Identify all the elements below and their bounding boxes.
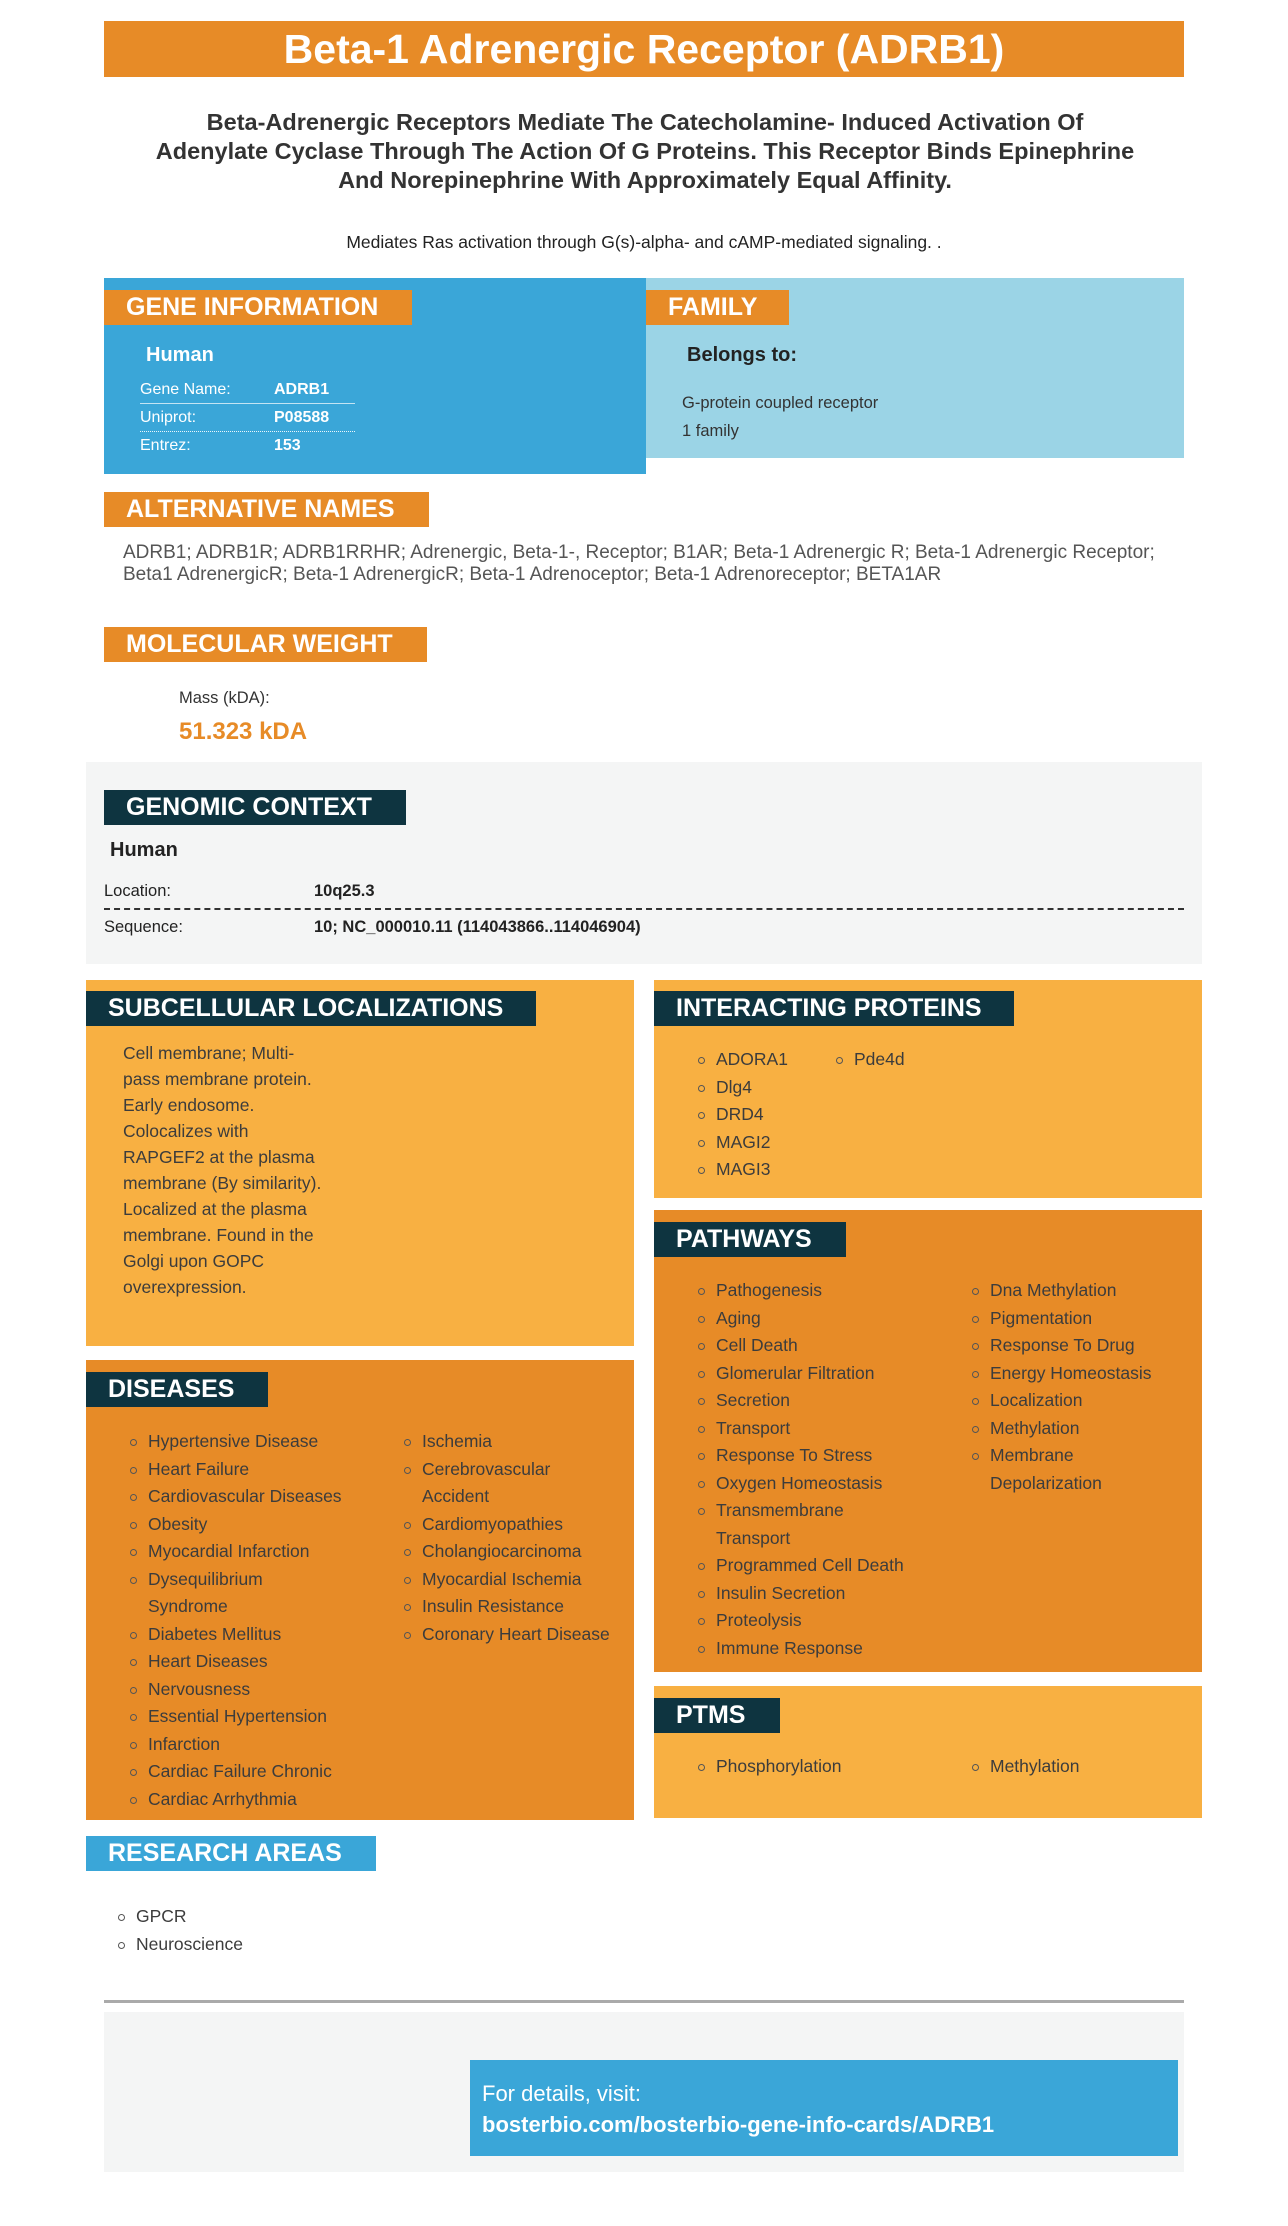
research-list: [116, 1903, 243, 1958]
list-item: Secretion: [696, 1387, 936, 1415]
gene-info-row: [140, 404, 355, 432]
entrez-label: Entrez:: [140, 436, 191, 454]
list-item: Cerebrovascular Accident: [402, 1456, 572, 1511]
subcellular-line: Cell membrane; Multi-: [123, 1043, 295, 1063]
diseases-heading: DISEASES: [86, 1372, 268, 1407]
list-item: Myocardial Infarction: [128, 1538, 368, 1566]
page-title: Beta-1 Adrenergic Receptor (ADRB1): [283, 26, 1005, 72]
list-item: Response To Drug: [970, 1332, 1180, 1360]
subcellular-line: membrane (By similarity).: [123, 1173, 322, 1193]
family-heading: FAMILY: [646, 290, 789, 325]
ptms-list-2: [970, 1753, 1080, 1781]
list-item: Cholangiocarcinoma: [402, 1538, 617, 1566]
summary-text: Mediates Ras activation through G(s)-alpha- and cAMP-mediated signaling. .: [346, 232, 942, 252]
subcellular-line: Early endosome.: [123, 1095, 255, 1115]
list-item: MAGI2: [696, 1129, 788, 1157]
genomic-species: Human: [110, 839, 178, 861]
location-value: 10q25.3: [314, 881, 375, 900]
list-item: Heart Diseases: [128, 1648, 368, 1676]
subcellular-line: pass membrane protein.: [123, 1069, 312, 1089]
location-label: Location:: [104, 881, 171, 900]
list-item: Insulin Resistance: [402, 1593, 617, 1621]
subcellular-text: [123, 1040, 321, 1300]
gene-info-species: Human: [146, 344, 214, 366]
list-item: Cell Death: [696, 1332, 936, 1360]
list-item: Oxygen Homeostasis: [696, 1470, 936, 1498]
footer-link[interactable]: bosterbio.com/bosterbio-gene-info-cards/ADRB1: [482, 2112, 995, 2137]
sequence-row: [104, 910, 1184, 944]
ptms-list-1: [696, 1753, 842, 1781]
subcellular-line: Colocalizes with: [123, 1121, 249, 1141]
list-item: GPCR: [116, 1903, 243, 1931]
list-item: Glomerular Filtration: [696, 1360, 936, 1388]
pathways-heading: PATHWAYS: [654, 1222, 846, 1257]
pathways-list-2: [970, 1277, 1180, 1497]
footer-link-box[interactable]: [470, 2060, 1178, 2156]
list-item: Cardiomyopathies: [402, 1511, 617, 1539]
list-item: Pathogenesis: [696, 1277, 936, 1305]
uniprot-label: Uniprot:: [140, 408, 197, 426]
title-bar: [104, 21, 1184, 77]
alt-names-text: ADRB1; ADRB1R; ADRB1RRHR; Adrenergic, Beta-1-, Receptor; B1AR; Beta-1 Adrenergic R; Beta-1 Adrenergic Receptor; Beta1 AdrenergicR; Beta-1 AdrenergicR; Beta-1 Adrenoceptor; Beta-1 Adrenoreceptor; BETA1AR: [123, 542, 1155, 585]
family-belongs-label: Belongs to:: [687, 344, 797, 366]
list-item: Dna Methylation: [970, 1277, 1180, 1305]
research-heading: RESEARCH AREAS: [86, 1836, 376, 1871]
list-item: Diabetes Mellitus: [128, 1621, 368, 1649]
mol-weight-heading: MOLECULAR WEIGHT: [104, 627, 427, 662]
list-item: Essential Hypertension: [128, 1703, 368, 1731]
list-item: Nervousness: [128, 1676, 368, 1704]
list-item: Programmed Cell Death: [696, 1552, 936, 1580]
list-item: Insulin Secretion: [696, 1580, 936, 1608]
interacting-heading: INTERACTING PROTEINS: [654, 991, 1014, 1026]
diseases-list-2: [402, 1428, 617, 1648]
subcellular-line: Localized at the plasma: [123, 1199, 307, 1219]
list-item: Response To Stress: [696, 1442, 936, 1470]
uniprot-value: P08588: [274, 408, 330, 426]
gene-name-value: ADRB1: [274, 380, 330, 398]
list-item: Cardiac Failure Chronic: [128, 1758, 368, 1786]
list-item: Methylation: [970, 1415, 1180, 1443]
list-item: Coronary Heart Disease: [402, 1621, 617, 1649]
sequence-value: 10; NC_000010.11 (114043866..114046904): [314, 917, 641, 936]
entrez-value: 153: [274, 436, 301, 454]
gene-info-table: [140, 376, 355, 459]
list-item: Aging: [696, 1305, 936, 1333]
list-item: ADORA1: [696, 1046, 788, 1074]
list-item: Transmembrane Transport: [696, 1497, 866, 1552]
list-item: DRD4: [696, 1101, 788, 1129]
footer-divider: [104, 2000, 1184, 2003]
list-item: Dysequilibrium Syndrome: [128, 1566, 298, 1621]
subcellular-line: membrane. Found in the: [123, 1225, 314, 1245]
list-item: Dlg4: [696, 1074, 788, 1102]
list-item: Energy Homeostasis: [970, 1360, 1180, 1388]
mass-label: Mass (kDA):: [179, 689, 270, 707]
list-item: Cardiac Arrhythmia: [128, 1786, 368, 1814]
family-line-2: 1 family: [682, 422, 739, 440]
gene-info-row: [140, 376, 355, 404]
list-item: Methylation: [970, 1753, 1080, 1781]
gene-name-label: Gene Name:: [140, 380, 231, 398]
list-item: Ischemia: [402, 1428, 617, 1456]
interacting-list-1: [696, 1046, 788, 1184]
list-item: Cardiovascular Diseases: [128, 1483, 368, 1511]
subcellular-heading: SUBCELLULAR LOCALIZATIONS: [86, 991, 536, 1026]
subcellular-line: RAPGEF2 at the plasma: [123, 1147, 315, 1167]
list-item: Infarction: [128, 1731, 368, 1759]
list-item: Immune Response: [696, 1635, 936, 1663]
list-item: Pigmentation: [970, 1305, 1180, 1333]
mass-value: 51.323 kDA: [179, 718, 308, 745]
family-line-1: G-protein coupled receptor: [682, 394, 879, 412]
pathways-list-1: [696, 1277, 936, 1662]
list-item: Myocardial Ischemia: [402, 1566, 617, 1594]
gene-info-row: [140, 432, 355, 459]
list-item: Membrane Depolarization: [970, 1442, 1120, 1497]
gene-info-heading: GENE INFORMATION: [104, 290, 412, 325]
list-item: Hypertensive Disease: [128, 1428, 368, 1456]
list-item: Proteolysis: [696, 1607, 936, 1635]
sequence-label: Sequence:: [104, 917, 183, 936]
list-item: Neuroscience: [116, 1931, 243, 1959]
alt-names-heading: ALTERNATIVE NAMES: [104, 492, 429, 527]
location-row: [104, 874, 1184, 910]
genomic-heading: GENOMIC CONTEXT: [104, 790, 406, 825]
subcellular-line: overexpression.: [123, 1277, 247, 1297]
footer-line-1: For details, visit:: [482, 2081, 641, 2106]
genomic-table: [104, 874, 1184, 944]
list-item: Phosphorylation: [696, 1753, 842, 1781]
list-item: Obesity: [128, 1511, 368, 1539]
ptms-heading: PTMS: [654, 1698, 780, 1733]
page-subtitle: Beta-Adrenergic Receptors Mediate The Catecholamine- Induced Activation Of Adenylate Cyclase Through The Action Of G Proteins. This Receptor Binds Epinephrine And Norepinephrine With Approximately Equal Affinity.: [155, 109, 1135, 193]
interacting-list-2: [834, 1046, 905, 1074]
list-item: MAGI3: [696, 1156, 788, 1184]
diseases-list-1: [128, 1428, 368, 1813]
list-item: Pde4d: [834, 1046, 905, 1074]
list-item: Localization: [970, 1387, 1180, 1415]
list-item: Heart Failure: [128, 1456, 368, 1484]
list-item: Transport: [696, 1415, 936, 1443]
subcellular-line: Golgi upon GOPC: [123, 1251, 265, 1271]
